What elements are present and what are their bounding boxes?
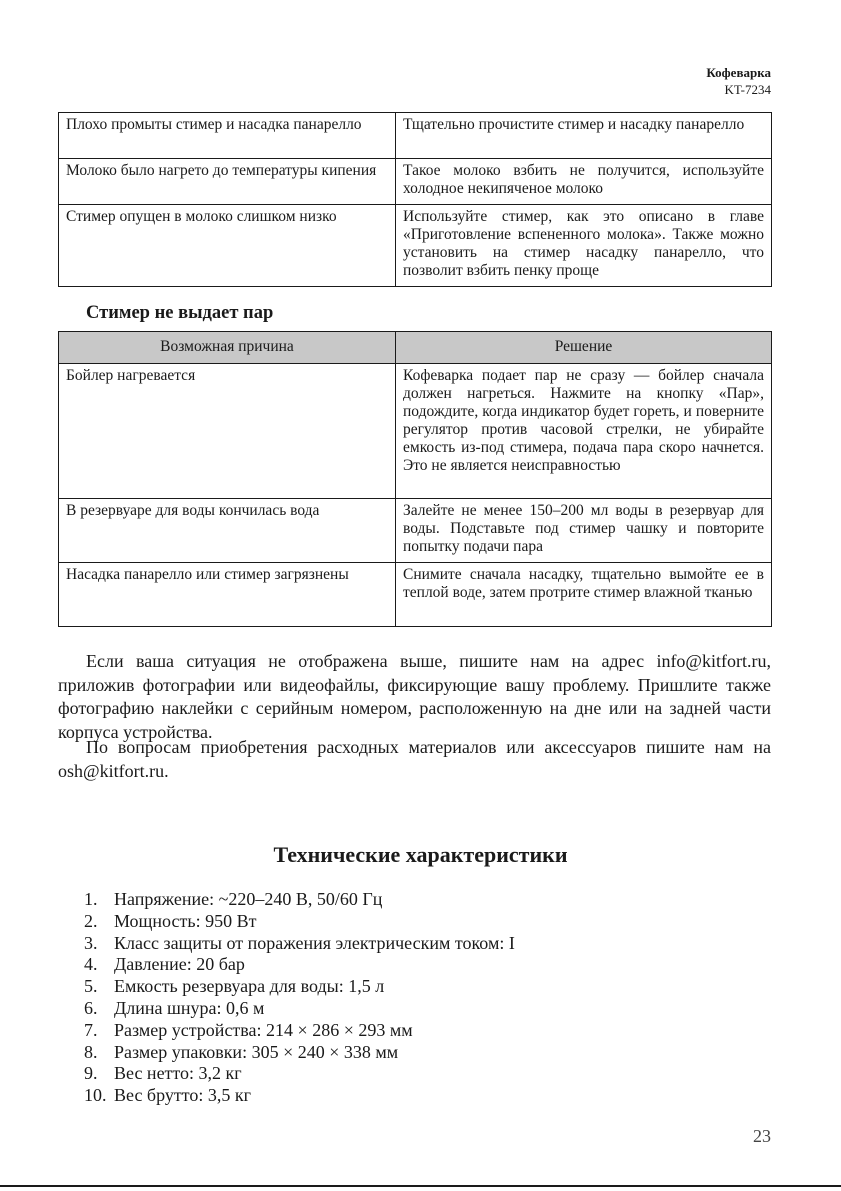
table-row (59, 205, 772, 287)
cause-cell: Бойлер нагревается (59, 364, 396, 499)
solution-cell: Залейте не менее 150–200 мл воды в резервуар для воды. Подставьте под стимер чашку и повторите попытку подачи пара (396, 499, 772, 563)
table-header-row (59, 332, 772, 364)
solution-cell: Тщательно прочистите стимер и насадку панарелло (396, 113, 772, 159)
table-row (59, 364, 772, 499)
cause-cell: Стимер опущен в молоко слишком низко (59, 205, 396, 287)
list-item-text: Мощность: 950 Вт (114, 910, 257, 931)
column-header-solution: Решение (396, 332, 772, 364)
list-item-number: 8. (84, 1041, 98, 1062)
list-item-number: 4. (84, 954, 98, 975)
list-item-text: Напряжение: ~220–240 В, 50/60 Гц (114, 889, 383, 909)
accessories-text: По вопросам приобретения расходных материалов или аксессуаров пишите нам на osh@kitfort.ru. (58, 737, 771, 781)
list-item-text: Размер упаковки: 305 × 240 × 338 мм (114, 1041, 399, 1062)
cause-cell: Плохо промыты стимер и насадка панарелло (59, 113, 396, 159)
cause-cell: Насадка панарелло или стимер загрязнены (59, 563, 396, 627)
troubleshooting-table-continued (58, 112, 772, 287)
table-row (59, 159, 772, 205)
page-header (706, 64, 771, 98)
list-item-number: 3. (84, 932, 98, 953)
contact-text: Если ваша ситуация не отображена выше, пишите нам на адрес info@kitfort.ru, приложив фотографии или видеофайлы, фиксирующие вашу проблему. Пришлите также фотографию наклейки с серийным номером, расположенную на дне или на задней части корпуса устройства. (58, 651, 771, 742)
list-item-text: Емкость резервуара для воды: 1,5 л (114, 976, 385, 997)
list-item-number: 10. (84, 1085, 107, 1106)
list-item-text: Давление: 20 бар (114, 954, 245, 975)
list-item (84, 1085, 515, 1107)
product-name: Кофеварка (706, 65, 771, 80)
list-item-number: 2. (84, 910, 98, 931)
list-item-number: 1. (84, 889, 98, 909)
list-item (84, 954, 515, 976)
contact-paragraph (58, 650, 771, 744)
solution-cell: Снимите сначала насадку, тщательно вымойте ее в теплой воде, затем протрите стимер влажной тканью (396, 563, 772, 627)
list-item-text: Размер устройства: 214 × 286 × 293 мм (114, 1019, 413, 1040)
list-item-number: 9. (84, 1063, 98, 1084)
cause-cell: В резервуаре для воды кончилась вода (59, 499, 396, 563)
list-item-number: 5. (84, 976, 98, 997)
list-item-text: Класс защиты от поражения электрическим током: I (114, 932, 515, 953)
table-row (59, 499, 772, 563)
table-row (59, 113, 772, 159)
solution-cell: Кофеварка подает пар не сразу — бойлер сначала должен нагреться. Нажмите на кнопку «Пар», подождите, когда индикатор будет гореть, и поверните регулятор против часовой стрелки, не убирайте емкость из-под стимера, подача пара скоро начнется. Это не является неисправностью (396, 364, 772, 499)
tech-specs-title: Технические характеристики (273, 842, 568, 867)
solution-cell: Используйте стимер, как это описано в главе «Приготовление вспененного молока». Также можно установить на стимер насадку панарелло, что позволит взбить пенку проще (396, 205, 772, 287)
column-header-cause: Возможная причина (59, 332, 396, 364)
list-item (84, 1042, 515, 1064)
list-item (84, 1020, 515, 1042)
list-item-number: 6. (84, 997, 98, 1018)
list-item-text: Вес брутто: 3,5 кг (114, 1085, 251, 1106)
list-item-text: Вес нетто: 3,2 кг (114, 1063, 242, 1084)
list-item (84, 933, 515, 955)
cause-cell: Молоко было нагрето до температуры кипения (59, 159, 396, 205)
list-item (84, 976, 515, 998)
section-heading: Стимер не выдает пар (86, 303, 274, 323)
accessories-paragraph (58, 736, 771, 783)
steamer-troubleshooting-table (58, 331, 772, 627)
model-number: KT-7234 (724, 82, 771, 97)
list-item-text: Длина шнура: 0,6 м (114, 997, 265, 1018)
tech-specs-list (84, 889, 515, 1107)
list-item (84, 998, 515, 1020)
solution-cell: Такое молоко взбить не получится, используйте холодное некипяченое молоко (396, 159, 772, 205)
list-item (84, 1063, 515, 1085)
table-row (59, 563, 772, 627)
bottom-divider (0, 1185, 841, 1187)
list-item-number: 7. (84, 1019, 98, 1040)
page-number: 23 (753, 1126, 771, 1146)
list-item (84, 889, 515, 911)
list-item (84, 911, 515, 933)
